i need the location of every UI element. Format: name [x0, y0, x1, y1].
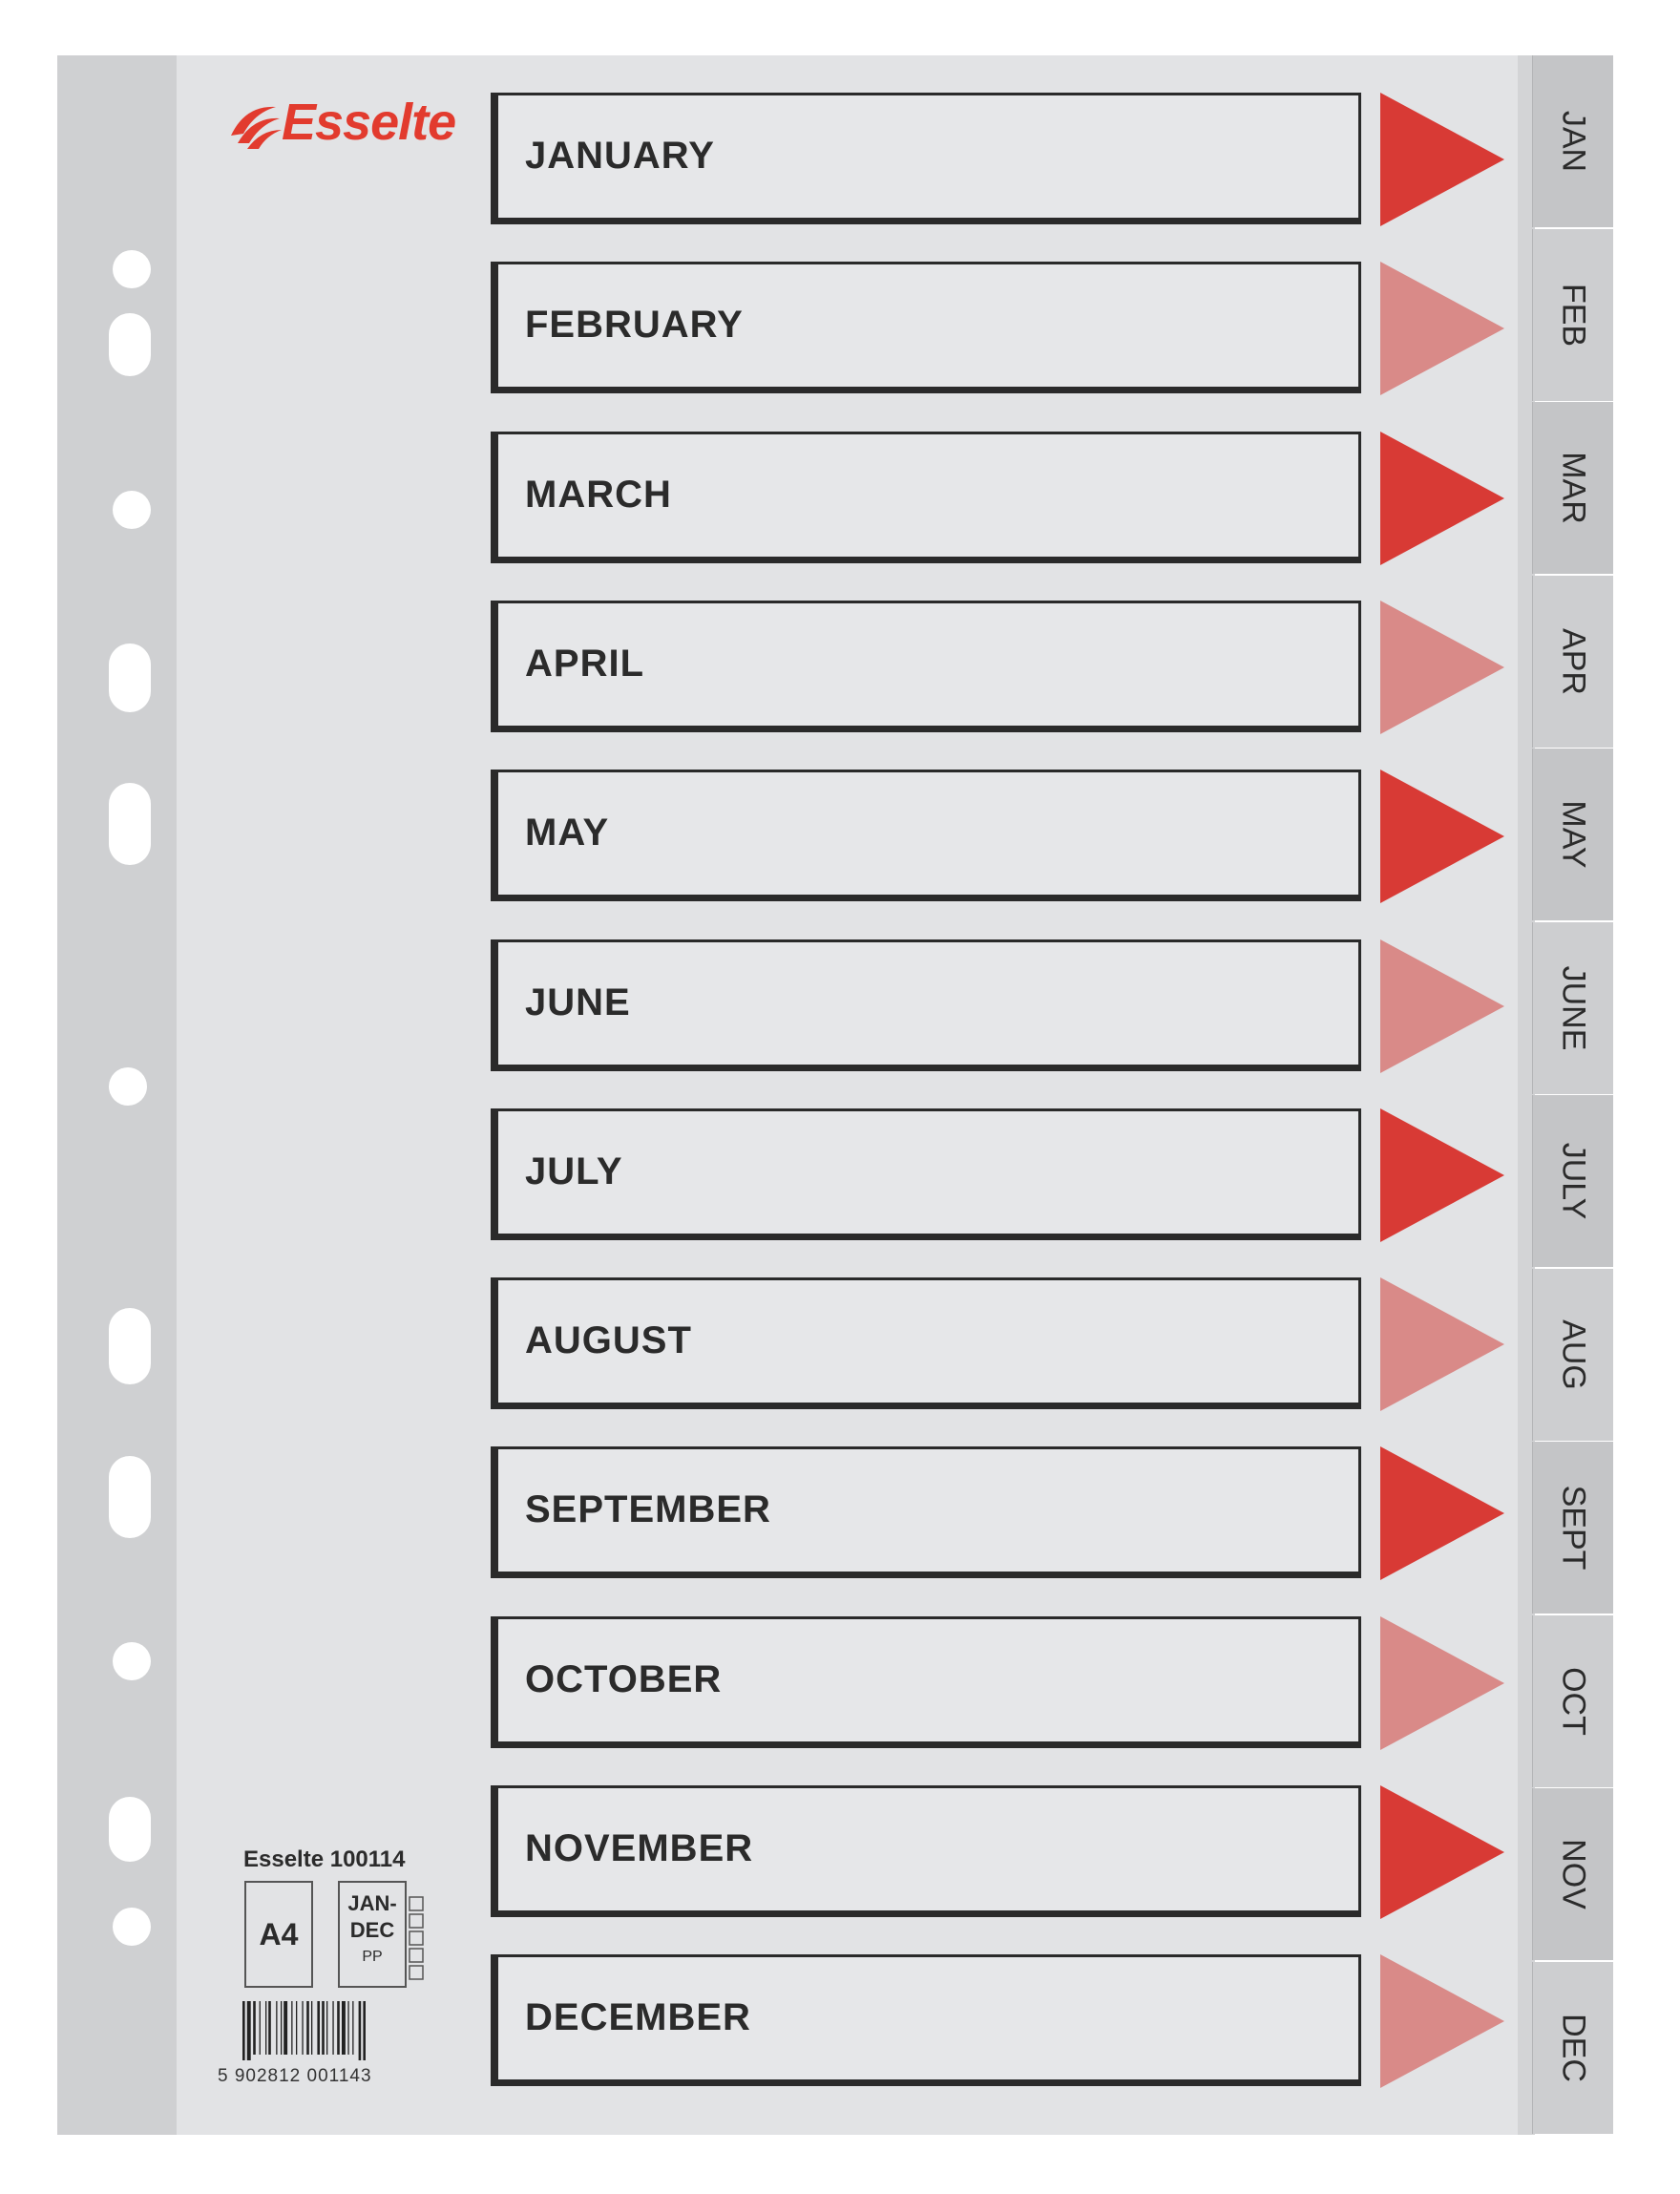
month-row: [0, 1446, 1680, 1590]
month-label: MARCH: [525, 474, 672, 516]
month-tab-label: MAY: [1555, 800, 1592, 869]
barcode-number: 5 902812 001143: [218, 2066, 372, 2086]
month-tab-label: FEB: [1555, 283, 1592, 348]
month-row: [0, 1277, 1680, 1421]
month-label: JANUARY: [525, 135, 715, 177]
mini-tabs-icon: [409, 1895, 426, 1986]
arrow-icon: [1380, 1785, 1509, 1919]
month-tab[interactable]: [1532, 1269, 1613, 1441]
month-label: APRIL: [525, 643, 644, 685]
month-tab[interactable]: [1532, 576, 1613, 748]
product-code: Esselte 100114: [243, 1846, 406, 1872]
month-tab-label: MAR: [1555, 452, 1592, 524]
month-label: AUGUST: [525, 1319, 692, 1361]
month-tab[interactable]: [1532, 922, 1613, 1094]
month-tab[interactable]: [1532, 402, 1613, 574]
size-box: A4: [244, 1881, 313, 1988]
month-tab[interactable]: [1532, 55, 1613, 227]
month-row: [0, 939, 1680, 1083]
month-tab-label: JULY: [1555, 1142, 1592, 1220]
month-label: JULY: [525, 1150, 623, 1192]
month-row: [0, 1616, 1680, 1760]
month-tab[interactable]: [1532, 1095, 1613, 1267]
month-tab[interactable]: [1532, 1788, 1613, 1960]
month-label: OCTOBER: [525, 1658, 723, 1700]
arrow-icon: [1380, 1108, 1509, 1242]
month-tab[interactable]: [1532, 1615, 1613, 1787]
month-tab[interactable]: [1532, 1442, 1613, 1614]
month-row: [0, 262, 1680, 405]
month-label: MAY: [525, 812, 610, 854]
month-tab-label: SEPT: [1555, 1485, 1592, 1571]
month-row: [0, 601, 1680, 744]
month-tab-label: JAN: [1555, 110, 1592, 173]
arrow-icon: [1380, 1277, 1509, 1411]
month-row: [0, 432, 1680, 575]
arrow-icon: [1380, 432, 1509, 565]
month-label-box: [491, 770, 1361, 901]
arrow-icon: [1380, 770, 1509, 903]
month-tab-label: JUNE: [1555, 965, 1592, 1051]
month-tab[interactable]: [1532, 1962, 1613, 2134]
month-tab-label: NOV: [1555, 1839, 1592, 1909]
arrow-icon: [1380, 1446, 1509, 1580]
arrow-icon: [1380, 93, 1509, 226]
range-end: DEC: [349, 1918, 395, 1942]
month-row: [0, 93, 1680, 236]
month-label: JUNE: [525, 981, 631, 1023]
month-tab[interactable]: [1532, 749, 1613, 920]
month-tab-label: DEC: [1555, 2014, 1592, 2082]
range-start: JAN-: [347, 1891, 397, 1915]
arrow-icon: [1380, 1954, 1509, 2088]
month-row: [0, 770, 1680, 913]
month-label: FEBRUARY: [525, 304, 744, 346]
month-tab-label: OCT: [1555, 1667, 1592, 1736]
arrow-icon: [1380, 1616, 1509, 1750]
arrow-icon: [1380, 601, 1509, 734]
arrow-icon: [1380, 939, 1509, 1073]
month-tab-label: AUG: [1555, 1319, 1592, 1390]
month-tab-label: APR: [1555, 628, 1592, 695]
brand-name: Esselte: [282, 94, 456, 151]
month-row: [0, 1108, 1680, 1252]
barcode-icon: [239, 2001, 420, 2060]
material-label: PP: [362, 1949, 383, 1965]
month-tab[interactable]: [1532, 229, 1613, 401]
range-box: [338, 1881, 407, 1988]
month-label: SEPTEMBER: [525, 1488, 771, 1530]
month-label: DECEMBER: [525, 1996, 751, 2038]
arrow-icon: [1380, 262, 1509, 395]
month-label: NOVEMBER: [525, 1827, 754, 1869]
